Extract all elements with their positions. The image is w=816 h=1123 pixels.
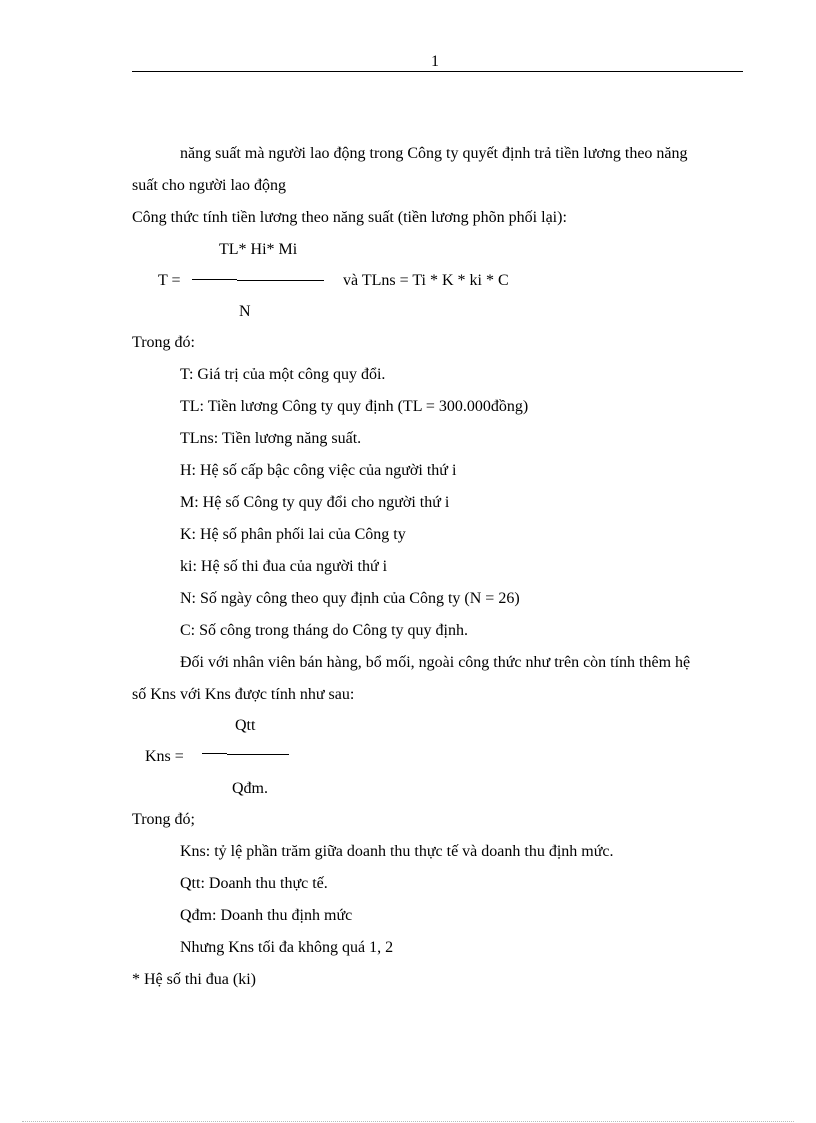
formula-2-lhs: Kns =: [145, 748, 184, 765]
section-heading: * Hệ số thi đua (ki): [132, 971, 256, 988]
formula-2-denominator: Qđm.: [232, 780, 268, 797]
definition-item: T: Giá trị của một công quy đổi.: [180, 366, 386, 383]
paragraph-2-line-2: số Kns với Kns được tính như sau:: [132, 686, 355, 703]
where-label-1: Trong đó:: [132, 334, 195, 351]
definition-item: Kns: tỷ lệ phần trăm giữa doanh thu thực tế và doanh thu định mức.: [180, 843, 614, 860]
page-bottom-dotted-edge: [22, 1121, 794, 1122]
paragraph-1-line-2: suất cho người lao động: [132, 177, 286, 194]
formula-1-lhs: T =: [158, 272, 181, 289]
definition-item: K: Hệ số phân phối lai của Công ty: [180, 526, 406, 543]
formula-intro: Công thức tính tiền lương theo năng suất (tiền lương phõn phối lại):: [132, 209, 567, 226]
definition-item: Nhưng Kns tối đa không quá 1, 2: [180, 939, 394, 956]
definition-item: H: Hệ số cấp bậc công việc của người thứ i: [180, 462, 457, 479]
definition-item: N: Số ngày công theo quy định của Công ty (N = 26): [180, 590, 520, 607]
formula-1-numerator: TL* Hi* Mi: [219, 241, 298, 258]
formula-2-fraction-bar-left: [202, 753, 227, 754]
definition-item: M: Hệ số Công ty quy đổi cho người thứ i: [180, 494, 450, 511]
definition-item: TLns: Tiền lương năng suất.: [180, 430, 362, 447]
definition-item: TL: Tiền lương Công ty quy định (TL = 300.000đồng): [180, 398, 529, 415]
paragraph-2-line-1: Đối với nhân viên bán hàng, bổ mối, ngoài công thức như trên còn tính thêm hệ: [180, 654, 691, 671]
formula-1-denominator: N: [239, 303, 251, 320]
page-number: 1: [431, 53, 439, 70]
formula-1-rhs: và TLns = Ti * K * ki * C: [343, 272, 509, 289]
definition-item: Qtt: Doanh thu thực tế.: [180, 875, 328, 892]
formula-1-fraction-bar-left: [192, 279, 237, 280]
definition-item: C: Số công trong tháng do Công ty quy định.: [180, 622, 468, 639]
definition-item: ki: Hệ số thi đua của người thứ i: [180, 558, 388, 575]
where-label-2: Trong đó;: [132, 811, 195, 828]
paragraph-1-line-1: năng suất mà người lao động trong Công ty quyết định trả tiền lương theo năng: [180, 145, 688, 162]
formula-2-fraction-bar-right: [227, 754, 289, 755]
formula-2-numerator: Qtt: [235, 717, 256, 734]
definition-item: Qđm: Doanh thu định mức: [180, 907, 353, 924]
header-rule: [132, 71, 743, 72]
formula-1-fraction-bar-right: [237, 280, 324, 281]
